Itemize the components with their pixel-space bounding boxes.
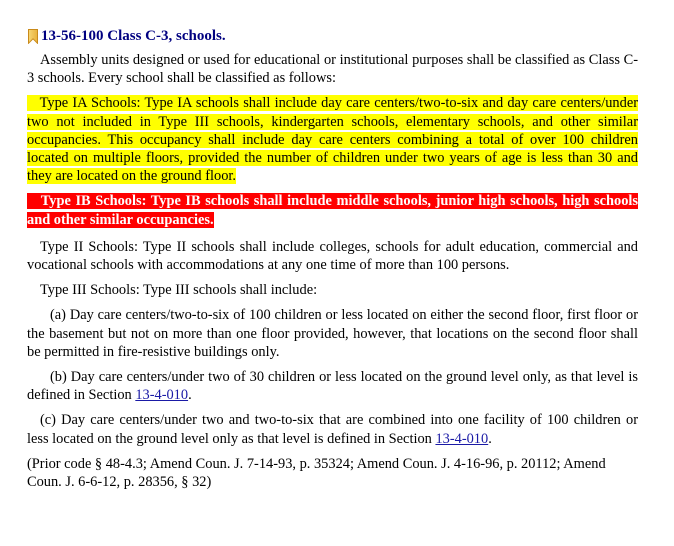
type-iii-paragraph: Type III Schools: Type III schools shall include: [40,282,318,299]
history-note: (Prior code § 48-4.3; Amend Coun. J. 7-14-93, p. 35324; Amend Coun. J. 4-16-96, p. 20112; Amend Coun. J. 6-6-12, p. 28356, § 32) [27,455,606,491]
item-a-paragraph: (a) Day care centers/two-to-six of 100 children or less located on either the second floor, first floor or the basement but not on more than one floor provided, however, that locations on the second floor shall be permitted in fire-resistive buildings only. [27,307,638,360]
bookmark-icon[interactable] [27,29,39,44]
type-ia-text: Type IA Schools: Type IA schools shall include day care centers/two-to-six and day care centers/under two not included in Type III schools, kindergarten schools, elementary schools, and other similar occupancies. This occupancy shall include day care centers combining a total of over 100 children located on multiple floors, provided the number of children under two years of age is less than 30 and they are located on the ground floor. [27,95,639,185]
item-b-end: . [188,387,192,404]
item-b-paragraph [27,368,638,404]
item-c-end: . [488,430,492,447]
type-ia-paragraph [27,94,638,185]
type-ib-text: Type IB Schools: Type IB schools shall include middle schools, junior high schools, high schools and other similar occupancies. [27,193,638,228]
intro-paragraph: Assembly units designed or used for educational or institutional purposes shall be classified as Class C-3 schools. Every school shall be classified as follows: [27,52,638,87]
type-ia-highlight [27,95,638,184]
type-ib-paragraph [27,192,638,228]
section-13-4-010-link[interactable]: 13-4-010 [135,387,189,404]
section-13-4-010-link[interactable]: 13-4-010 [435,430,489,447]
type-ii-paragraph: Type II Schools: Type II schools shall include colleges, schools for adult education, commercial and vocational schools with accommodations at any one time of more than 100 persons. [27,238,638,274]
item-b-text: (b) Day care centers/under two of 30 children or less located on the ground level only, as that level is defined in Section [27,369,638,404]
item-c-paragraph [27,411,638,447]
type-ib-highlight [27,193,638,227]
document-body [27,26,638,498]
section-heading [27,26,638,46]
item-c-text: (c) Day care centers/under two and two-to-six that are combined into one facility of 100 children or less located on the ground level only as that level is defined in Section [27,412,638,447]
section-title: 13-56-100 Class C-3, schools. [41,28,226,44]
